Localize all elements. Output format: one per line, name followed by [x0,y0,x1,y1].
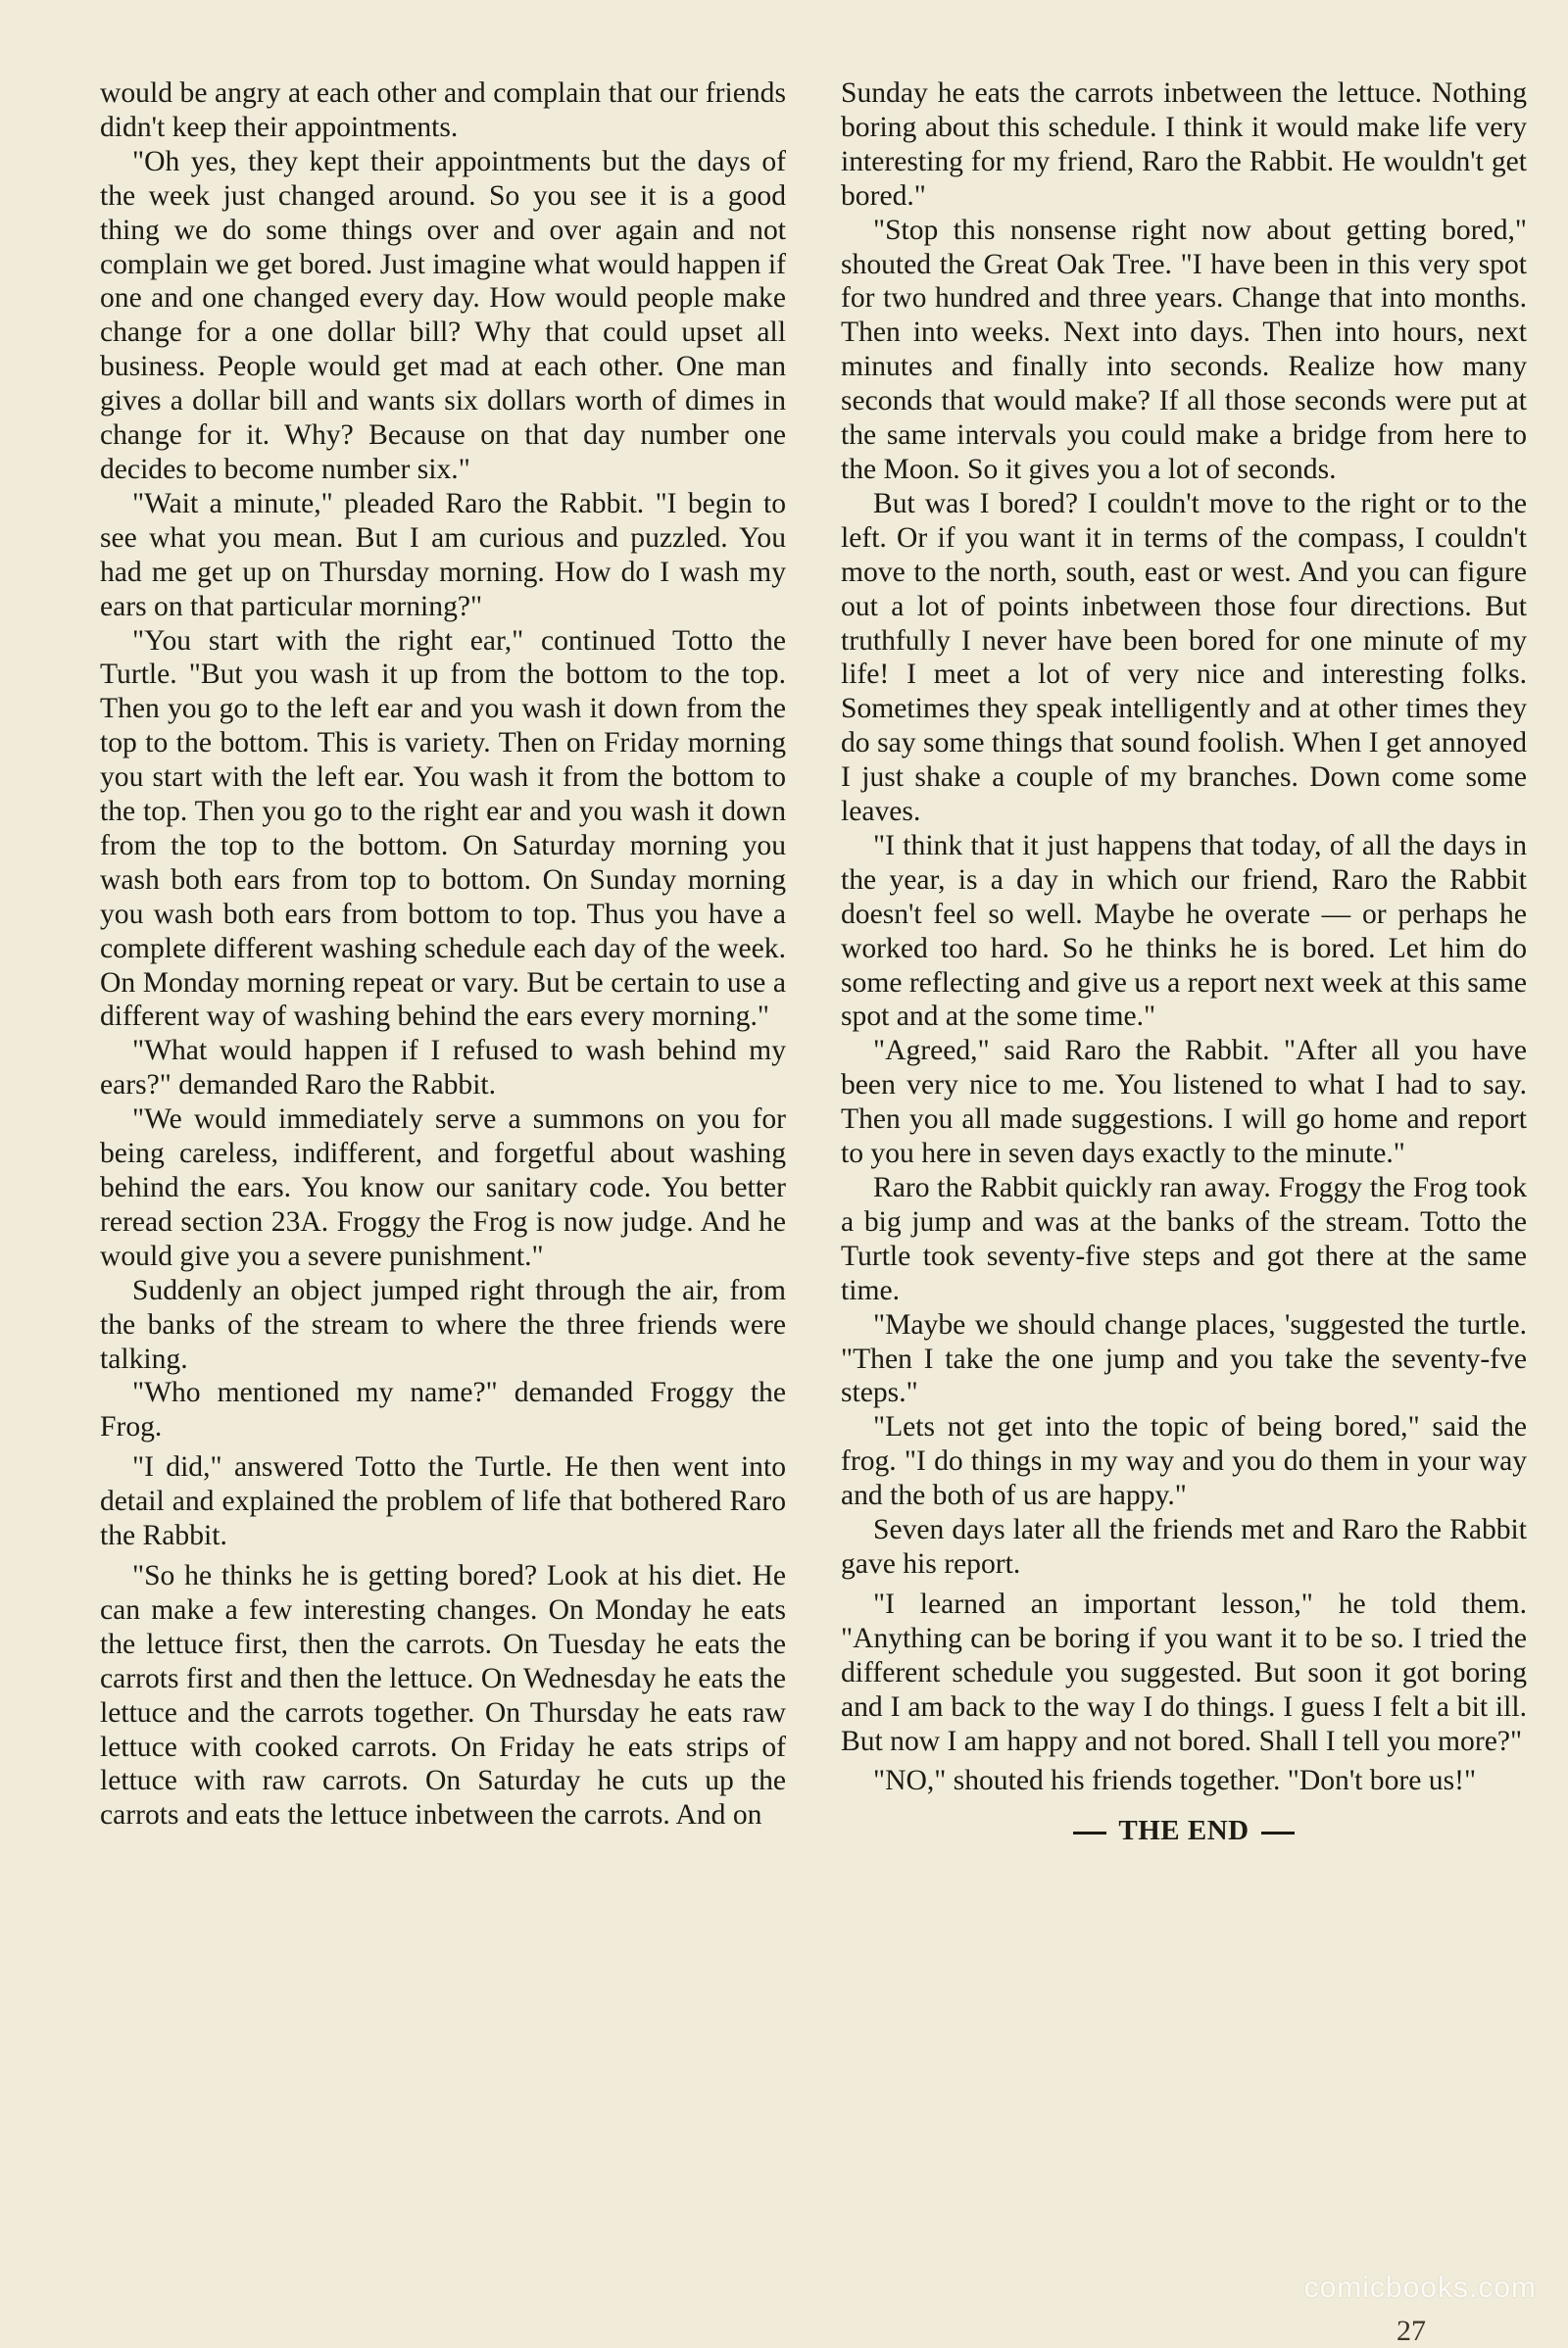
paragraph: "We would immediately serve a summons on you for being careless, indifferent, and forgetful about washing behind the ears. You know our sanitary code. You better reread section 23A. Froggy the Frog is now judge. And he would give you a severe punishment." [100,1103,786,1272]
paragraph: "Who mentioned my name?" demanded Froggy the Frog. [100,1377,786,1443]
the-end-label: THE END [1118,1815,1250,1847]
left-text-column [100,76,786,1833]
paragraph: "I learned an important lesson," he told them. "Anything can be boring if you want it to be so. I tried the different schedule you suggested. But soon it got boring and I am back to the way I do things. I guess I felt a bit ill. But now I am happy and not bored. Shall I tell you more?" [841,1588,1527,1757]
paragraph: "Wait a minute," pleaded Raro the Rabbit. "I begin to see what you mean. But I am curious and puzzled. You had me get up on Thursday morning. How do I wash my ears on that particular morning?" [100,487,786,622]
right-text-column [841,76,1527,1848]
paragraph: "I think that it just happens that today, of all the days in the year, is a day in which our friend, Raro the Rabbit doesn't feel so well. Maybe he overate — or perhaps he worked too hard. So he thinks he is bored. Let him do some reflecting and give us a report next week at this same spot and at the some time." [841,829,1527,1033]
watermark: comicbooks.com [1303,2272,1537,2304]
paragraph: But was I bored? I couldn't move to the right or to the left. Or if you want it in terms of the compass, I couldn't move to the north, south, east or west. And you can figure out a lot of points inbetween those four directions. But truthfully I never have been bored for one minute of my life! I meet a lot of very nice and interesting folks. Sometimes they speak intelligently and at other times they do say some things that sound foolish. When I get annoyed I just shake a couple of my branches. Down come some leaves. [841,487,1527,828]
page-number: 27 [1396,2315,1426,2347]
paragraph: "NO," shouted his friends together. "Don't bore us!" [873,1765,1477,1797]
paragraph: Sunday he eats the carrots inbetween the lettuce. Nothing boring about this schedule. I think it would make life very interesting for my friend, Raro the Rabbit. He wouldn't get bored." [841,77,1527,212]
paragraph: Suddenly an object jumped right through the air, from the banks of the stream to where the three friends were talking. [100,1274,786,1375]
paragraph: would be angry at each other and complain that our friends didn't keep their appointments. [100,77,786,143]
the-end-marker [841,1814,1527,1848]
dash-decoration [1073,1832,1106,1834]
paragraph: "Lets not get into the topic of being bored," said the frog. "I do things in my way and you do them in your way and the both of us are happy." [841,1411,1527,1512]
paragraph: "Stop this nonsense right now about getting bored," shouted the Great Oak Tree. "I have been in this very spot for two hundred and three years. Change that into months. Then into weeks. Next into days. Then into hours, next minutes and finally into seconds. Realize how many seconds that would make? If all those seconds were put at the same intervals you could make a bridge from here to the Moon. So it gives you a lot of seconds. [841,214,1527,485]
paragraph: "Maybe we should change places, 'suggested the turtle. "Then I take the one jump and you take the seventy-fve steps." [841,1308,1527,1409]
paragraph: "You start with the right ear," continued Totto the Turtle. "But you wash it up from the bottom to the top. Then you go to the left ear and you wash it down from the top to the bottom. This is variety. Then on Friday morning you start with the left ear. You wash it from the bottom to the top. Then you go to the right ear and you wash it down from the top to the bottom. On Saturday morning you wash both ears from top to bottom. On Sunday morning you wash both ears from bottom to top. Thus you have a complete different washing schedule each day of the week. On Monday morning repeat or vary. But be certain to use a different way of washing behind the ears every morning." [100,624,786,1033]
paragraph: "What would happen if I refused to wash behind my ears?" demanded Raro the Rabbit. [100,1035,786,1101]
dash-decoration [1261,1832,1295,1834]
paragraph: Raro the Rabbit quickly ran away. Froggy the Frog took a big jump and was at the banks of the stream. Totto the Turtle took seventy-five steps and got there at the same time. [841,1172,1527,1306]
paragraph: Seven days later all the friends met and Raro the Rabbit gave his report. [841,1514,1527,1580]
paragraph: "So he thinks he is getting bored? Look at his diet. He can make a few interesting changes. On Monday he eats the lettuce first, then the carrots. On Tuesday he eats the carrots first and then the lettuce. On Wednesday he eats the lettuce and the carrots together. On Thursday he eats raw lettuce with cooked carrots. On Friday he eats strips of lettuce with raw carrots. On Saturday he cuts up the carrots and eats the lettuce inbetween the carrots. And on [100,1559,786,1832]
paragraph: "Oh yes, they kept their appointments but the days of the week just changed around. So you see it is a good thing we do some things over and over again and not complain we get bored. Just imagine what would happen if one and one changed every day. How would people make change for a one dollar bill? Why that could upset all business. People would get mad at each other. One man gives a dollar bill and wants six dollars worth of dimes in change for it. Why? Because on that day number one decides to become number six." [100,145,786,485]
paragraph: "I did," answered Totto the Turtle. He then went into detail and explained the problem of life that bothered Raro the Rabbit. [100,1451,786,1552]
paragraph: "Agreed," said Raro the Rabbit. "After all you have been very nice to me. You listened to what I had to say. Then you all made suggestions. I will go home and report to you here in seven days exactly to the minute." [841,1035,1527,1170]
